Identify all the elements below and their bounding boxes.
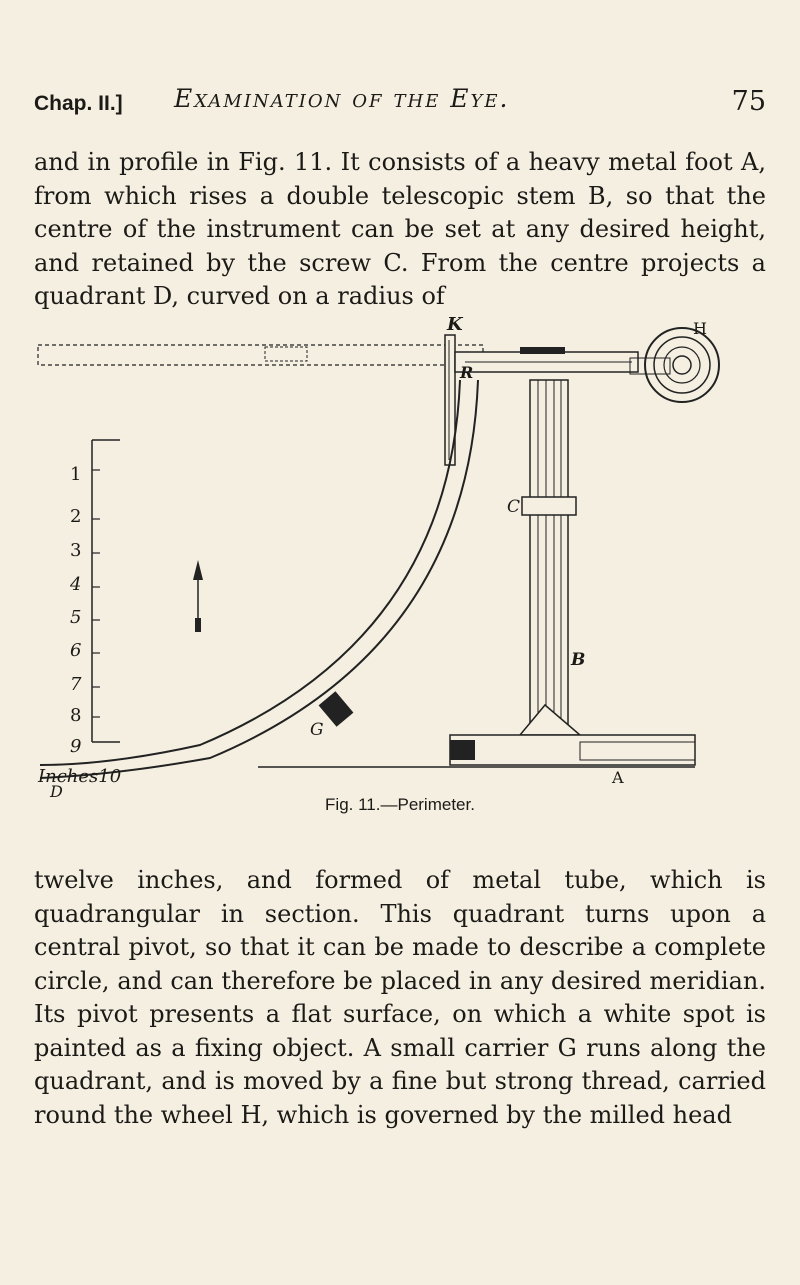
wheel-h bbox=[645, 328, 719, 402]
label-b: B bbox=[571, 650, 586, 670]
scale-num-6: 6 bbox=[70, 640, 82, 661]
chapter-label: Chap. II.] bbox=[34, 92, 123, 115]
scale-label: Inches10 bbox=[38, 766, 122, 787]
foot-cone bbox=[520, 705, 580, 735]
page-header bbox=[34, 84, 766, 134]
label-h: H bbox=[693, 319, 707, 338]
scale-num-5: 5 bbox=[70, 607, 82, 628]
scale-num-9: 9 bbox=[70, 736, 82, 757]
scale-num-1: 1 bbox=[70, 464, 82, 485]
label-d: D bbox=[50, 782, 63, 801]
sight-detail bbox=[265, 347, 307, 361]
label-r: R bbox=[460, 363, 474, 382]
perimeter-figure bbox=[0, 314, 800, 801]
label-g: G bbox=[310, 720, 324, 740]
paragraph-2: twelve inches, and formed of metal tube, which is quadrangular in section. This quadrant turns upon a central pivot, so that it can be made to describe a complete circle, and can therefore be placed in any desired meridian. Its pivot presents a flat surface, on which a white spot is painted as a fixing object. A small carrier G runs along the quadrant, and is moved by a fine but strong thread, carried round the wheel H, which is governed by the milled head bbox=[34, 866, 766, 1129]
sight-line-box bbox=[38, 345, 483, 365]
scale-ticks bbox=[92, 470, 100, 717]
scale-num-8: 8 bbox=[70, 705, 82, 726]
label-c: C bbox=[507, 497, 521, 517]
scale-num-2: 2 bbox=[70, 506, 82, 527]
label-a: A bbox=[612, 768, 624, 787]
arm-clamp bbox=[520, 347, 565, 354]
scale-num-4: 4 bbox=[70, 574, 82, 595]
paragraph-1: and in profile in Fig. 11. It consists of a heavy metal foot A, from which rises a double telescopic stem B, so that the centre of the instrument can be set at any desired height, and retained by the screw C. From the centre projects a quadrant D, curved on a radius of bbox=[34, 148, 766, 310]
page-number: 75 bbox=[731, 86, 766, 117]
carrier-g bbox=[319, 691, 354, 727]
screw-c bbox=[522, 497, 576, 515]
figure-caption: Fig. 11.—Perimeter. bbox=[325, 795, 475, 814]
scale-num-7: 7 bbox=[70, 674, 82, 695]
label-k: K bbox=[447, 314, 463, 335]
running-title: Examination of the Eye. bbox=[174, 84, 510, 113]
scale-num-3: 3 bbox=[70, 540, 82, 561]
stem-b bbox=[530, 380, 568, 740]
quadrant-d bbox=[40, 380, 460, 765]
